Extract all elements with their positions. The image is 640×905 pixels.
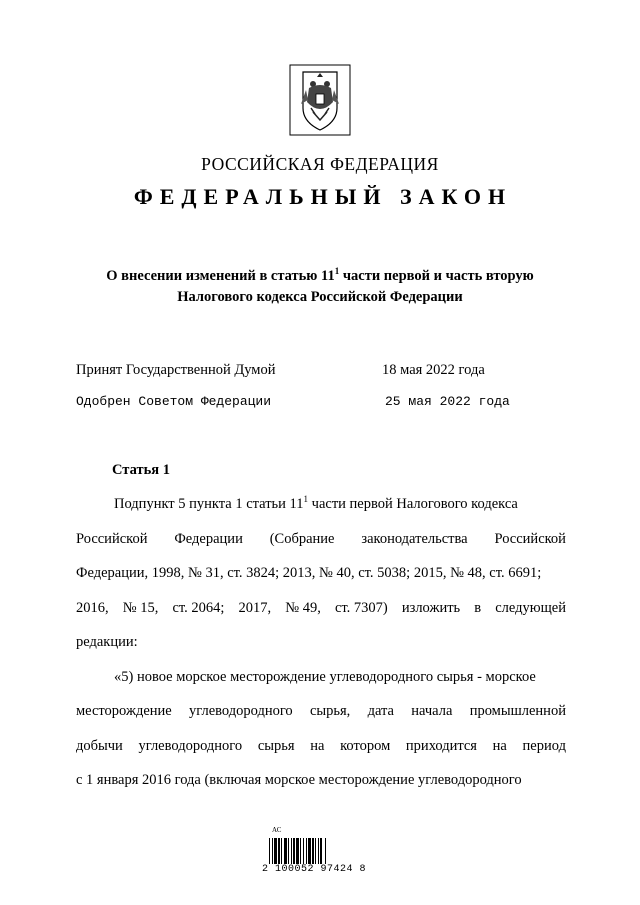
country-name: РОССИЙСКАЯ ФЕДЕРАЦИЯ bbox=[201, 154, 439, 174]
council-label: Одобрен Советом Федерации bbox=[76, 394, 272, 409]
barcode-mark: АС bbox=[272, 826, 282, 834]
law-title: О внесении изменений в статью $11^1$ части первой и часть вторую Налогового кодекса Российской Федерации bbox=[106, 266, 534, 305]
document-type: ФЕДЕРАЛЬНЫЙ ЗАКОН bbox=[133, 184, 513, 209]
barcode-number: 2 100052 97424 8 bbox=[262, 864, 367, 875]
text-line: редакции: bbox=[76, 634, 138, 650]
article-body bbox=[76, 496, 566, 807]
text-line: 2016, № 15, ст. 2064; 2017, № 49, ст. 7307) изложить в следующей bbox=[76, 599, 566, 616]
text-line: «5) новое морское месторождение углеводородного сырья - морское bbox=[114, 668, 536, 685]
text-line: Подпункт 5 пункта 1 статьи $11^1$ части первой Налогового кодекса bbox=[114, 494, 518, 512]
council-date: 25 мая 2022 года bbox=[385, 394, 510, 409]
text-line: Российской Федерации (Собрание законодательства Российской bbox=[76, 530, 566, 547]
coat-of-arms-icon bbox=[289, 64, 351, 136]
duma-label: Принят Государственной Думой bbox=[76, 362, 276, 378]
text-line: Федерации, 1998, № 31, ст. 3824; 2013, № 40, ст. 5038; 2015, № 48, ст. 6691; bbox=[76, 565, 542, 581]
duma-date: 18 мая 2022 года bbox=[382, 362, 485, 378]
text-line: с 1 января 2016 года (включая морское месторождение углеводородного bbox=[76, 772, 522, 788]
text-line: добычи углеводородного сырья на котором приходится на период bbox=[76, 737, 566, 754]
text-line: месторождение углеводородного сырья, дата начала промышленной bbox=[76, 703, 566, 719]
article-heading: Статья 1 bbox=[112, 462, 170, 478]
